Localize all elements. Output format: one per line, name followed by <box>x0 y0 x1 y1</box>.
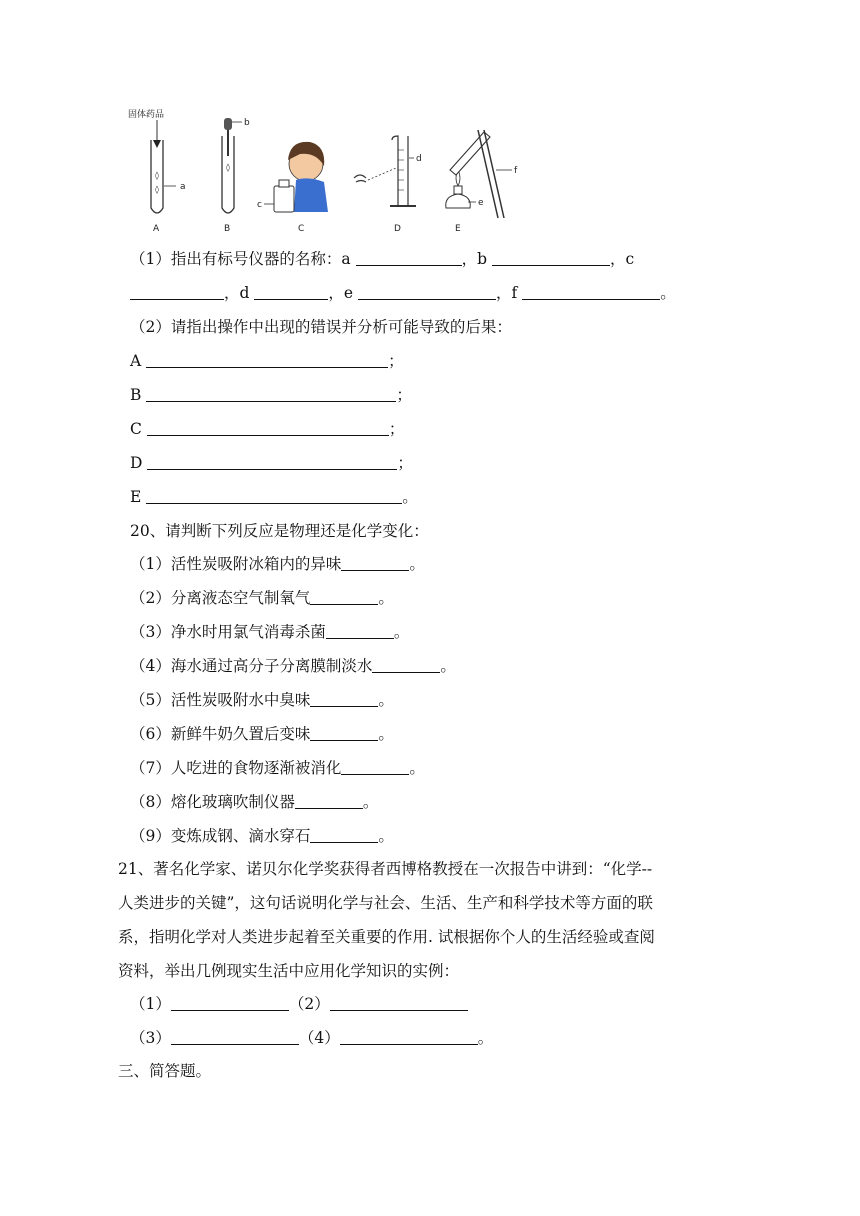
blank-f[interactable] <box>522 283 660 300</box>
q20-item-8: （8）熔化玻璃吹制仪器 。 <box>130 793 379 811</box>
q21-blank-1[interactable] <box>171 994 289 1011</box>
figure-top-label: 固体药品 <box>128 110 165 120</box>
boy-shirt <box>294 178 328 212</box>
q19-part2-prompt: （2）请指出操作中出现的错误并分析可能导致的后果： <box>130 318 512 336</box>
label-A: A <box>153 224 160 234</box>
q20-blank-4[interactable] <box>372 656 440 673</box>
q19-row-A: A ； <box>130 352 404 370</box>
svg-text:◊: ◊ <box>155 171 159 180</box>
q19-row-E: E 。 <box>130 488 418 506</box>
q20-blank-3[interactable] <box>326 622 394 639</box>
q20-item-1: （1）活性炭吸附冰箱内的异味 。 <box>130 555 425 573</box>
marker-c: c <box>257 200 262 210</box>
q20-title: 20、请判断下列反应是物理还是化学变化： <box>130 522 429 540</box>
blank-row-B[interactable] <box>146 385 396 402</box>
marker-a: a <box>180 182 186 192</box>
q20-blank-8[interactable] <box>295 792 363 809</box>
q20-blank-1[interactable] <box>341 554 409 571</box>
blank-row-A[interactable] <box>146 351 388 368</box>
q19-part1-line1: （1）指出有标号仪器的名称：a ，b ，c <box>130 250 635 268</box>
q20-item-4: （4）海水通过高分子分离膜制淡水 。 <box>130 657 456 675</box>
marker-f: f <box>514 166 518 176</box>
lab-apparatus-figure <box>128 100 548 240</box>
q20-item-9: （9）变炼成钢、滴水穿石 。 <box>130 827 394 845</box>
q19-part1-line2: ，d ，e ，f 。 <box>130 282 676 304</box>
q20-blank-9[interactable] <box>310 826 378 843</box>
q21-answers-row2: （3） （4） 。 <box>130 1029 494 1047</box>
marker-e: e <box>478 198 484 208</box>
blank-row-E[interactable] <box>146 487 402 504</box>
svg-text:◊: ◊ <box>155 185 159 194</box>
q20-item-3: （3）净水时用氯气消毒杀菌 。 <box>130 623 410 641</box>
label-C: C <box>298 224 305 234</box>
q19-row-C: C ； <box>130 420 405 438</box>
blank-row-C[interactable] <box>147 419 389 436</box>
blank-c[interactable] <box>130 283 224 300</box>
eye-icon <box>354 175 366 182</box>
blank-d[interactable] <box>254 283 328 300</box>
q21-blank-4[interactable] <box>340 1028 478 1045</box>
q20-item-5: （5）活性炭吸附水中臭味 。 <box>130 691 394 709</box>
q20-item-7: （7）人吃进的食物逐渐被消化 。 <box>130 759 425 777</box>
blank-row-D[interactable] <box>147 453 397 470</box>
marker-b: b <box>244 118 250 128</box>
q20-blank-2[interactable] <box>310 588 378 605</box>
reagent-bottle <box>274 186 294 212</box>
svg-text:◊: ◊ <box>226 163 230 172</box>
blank-a[interactable] <box>356 249 462 266</box>
q21-line2: 人类进步的关键”，这句话说明化学与社会、生活、生产和科学技术等方面的联 <box>118 894 653 912</box>
q20-item-2: （2）分离液态空气制氧气 。 <box>130 589 394 607</box>
q21-blank-3[interactable] <box>171 1028 299 1045</box>
q21-line1: 21、著名化学家、诺贝尔化学奖获得者西博格教授在一次报告中讲到：“化学-- <box>118 860 653 878</box>
label-E: E <box>455 224 461 234</box>
q19-row-D: D ； <box>130 454 413 472</box>
blank-e[interactable] <box>358 283 496 300</box>
q21-line4: 资料，举出几例现实生活中应用化学知识的实例： <box>118 962 460 980</box>
label-D: D <box>394 224 401 234</box>
alcohol-lamp <box>446 194 471 208</box>
q21-answers-row1: （1） （2） <box>130 993 468 1015</box>
dropper-bulb <box>224 118 232 130</box>
q20-blank-6[interactable] <box>310 724 378 741</box>
q20-item-6: （6）新鲜牛奶久置后变味 。 <box>130 725 394 743</box>
q20-blank-7[interactable] <box>341 758 409 775</box>
measuring-cylinder <box>392 136 398 206</box>
marker-d: d <box>416 154 422 164</box>
q20-blank-5[interactable] <box>310 690 378 707</box>
q21-line3: 系，指明化学对人类进步起着至关重要的作用. 试根据你个人的生活经验或查阅 <box>118 928 655 946</box>
label-B: B <box>224 224 231 234</box>
blank-b[interactable] <box>492 249 610 266</box>
q21-blank-2[interactable] <box>330 994 468 1011</box>
section-3-title: 三、简答题。 <box>118 1062 212 1080</box>
q19-row-B: B ； <box>130 386 412 404</box>
